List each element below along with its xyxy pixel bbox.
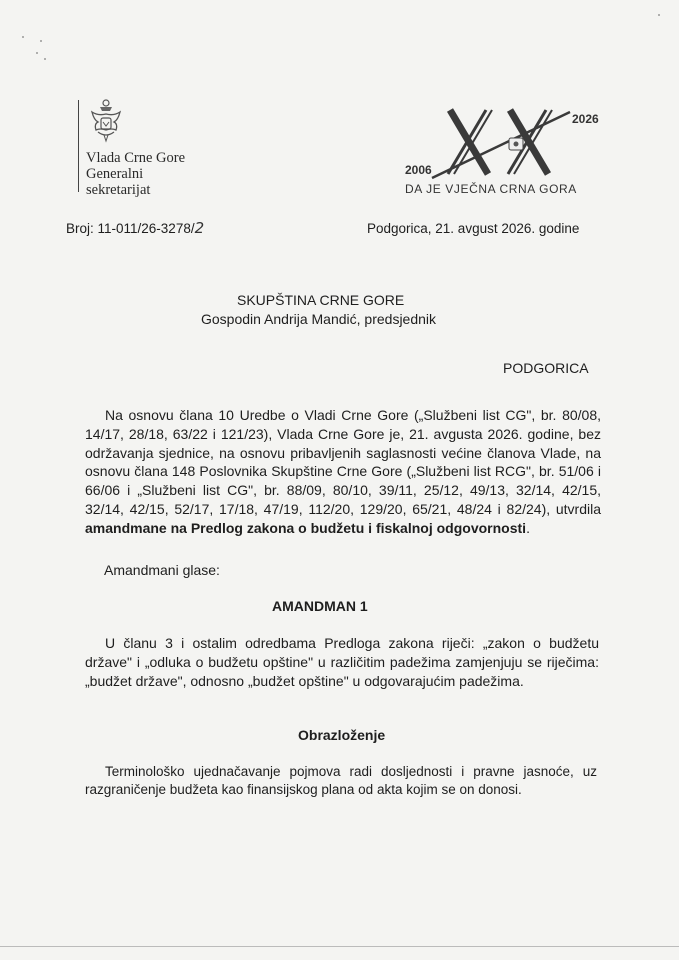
logo-tagline: DA JE VJEČNA CRNA GORA	[405, 182, 577, 196]
intro-text: Na osnovu člana 10 Uredbe o Vladi Crne Gore („Službeni list CG", br. 80/08, 14/17, 28/18, 63/22 i 121/23), Vlada Crne Gore je, 21. avgusta 2026. godine, bez održavanja sjednice, na osnovu pribavljenih saglasnosti većine članova Vlade, na osnovu člana 148 Poslovnika Skupštine Crne Gore („Službeni list RCG", br. 51/06 i 66/06 i „Službeni list CG", br. 88/09, 80/10, 39/11, 25/12, 49/13, 32/14, 42/15, 32/14, 42/15, 52/17, 17/18, 47/19, 112/20, 129/20, 65/21, 48/24 i 82/24), utvrdila	[85, 407, 601, 517]
rationale-text: Terminološko ujednačavanje pojmova radi dosljednosti i pravne jasnoće, uz razgraničenje budžeta kao finansijskog plana od akta kojim se on donosi.	[85, 764, 597, 797]
scan-speck	[40, 40, 42, 42]
amendment-title: AMANDMAN 1	[272, 598, 368, 614]
scan-speck	[44, 58, 46, 60]
amendments-read-line: Amandmani glase:	[104, 562, 220, 578]
institution-line: sekretarijat	[86, 182, 151, 198]
institution-name	[86, 150, 185, 198]
logo-year-start: 2006	[405, 163, 432, 177]
recipient-institution: SKUPŠTINA CRNE GORE	[237, 292, 405, 308]
scan-speck	[22, 36, 24, 38]
place-and-date: Podgorica, 21. avgust 2026. godine	[367, 221, 580, 236]
recipient-person: Gospodin Andrija Mandić, predsjednik	[201, 311, 437, 327]
reference-number-text: Broj: 11-011/26-3278/	[66, 221, 195, 236]
intro-end: .	[526, 519, 530, 536]
amendment-text: U članu 3 i ostalim odredbama Predloga zakona riječi: „zakon o budžetu države" i „odluka o budžetu opštine" u različitim padežima zamjenjuju se riječima: „budžet države", odnosno „budžet opštine" u odgovarajućim padežima.	[85, 635, 599, 689]
institution-line: Vlada Crne Gore	[86, 150, 186, 166]
scan-speck	[658, 14, 660, 16]
rationale-title: Obrazloženje	[298, 727, 386, 743]
scan-edge-line	[0, 946, 679, 947]
header-divider	[78, 100, 79, 192]
reference-number	[66, 219, 204, 237]
logo-year-end: 2026	[572, 112, 599, 126]
institution-line: Generalni	[86, 166, 144, 182]
scan-speck	[36, 52, 38, 54]
intro-paragraph	[85, 406, 601, 538]
recipient-city: PODGORICA	[503, 360, 589, 376]
intro-bold-text: amandmane na Predlog zakona o budžetu i fiskalnoj odgovornosti	[85, 519, 527, 536]
coat-of-arms-icon	[86, 98, 126, 144]
handwritten-suffix: 2	[194, 219, 205, 237]
